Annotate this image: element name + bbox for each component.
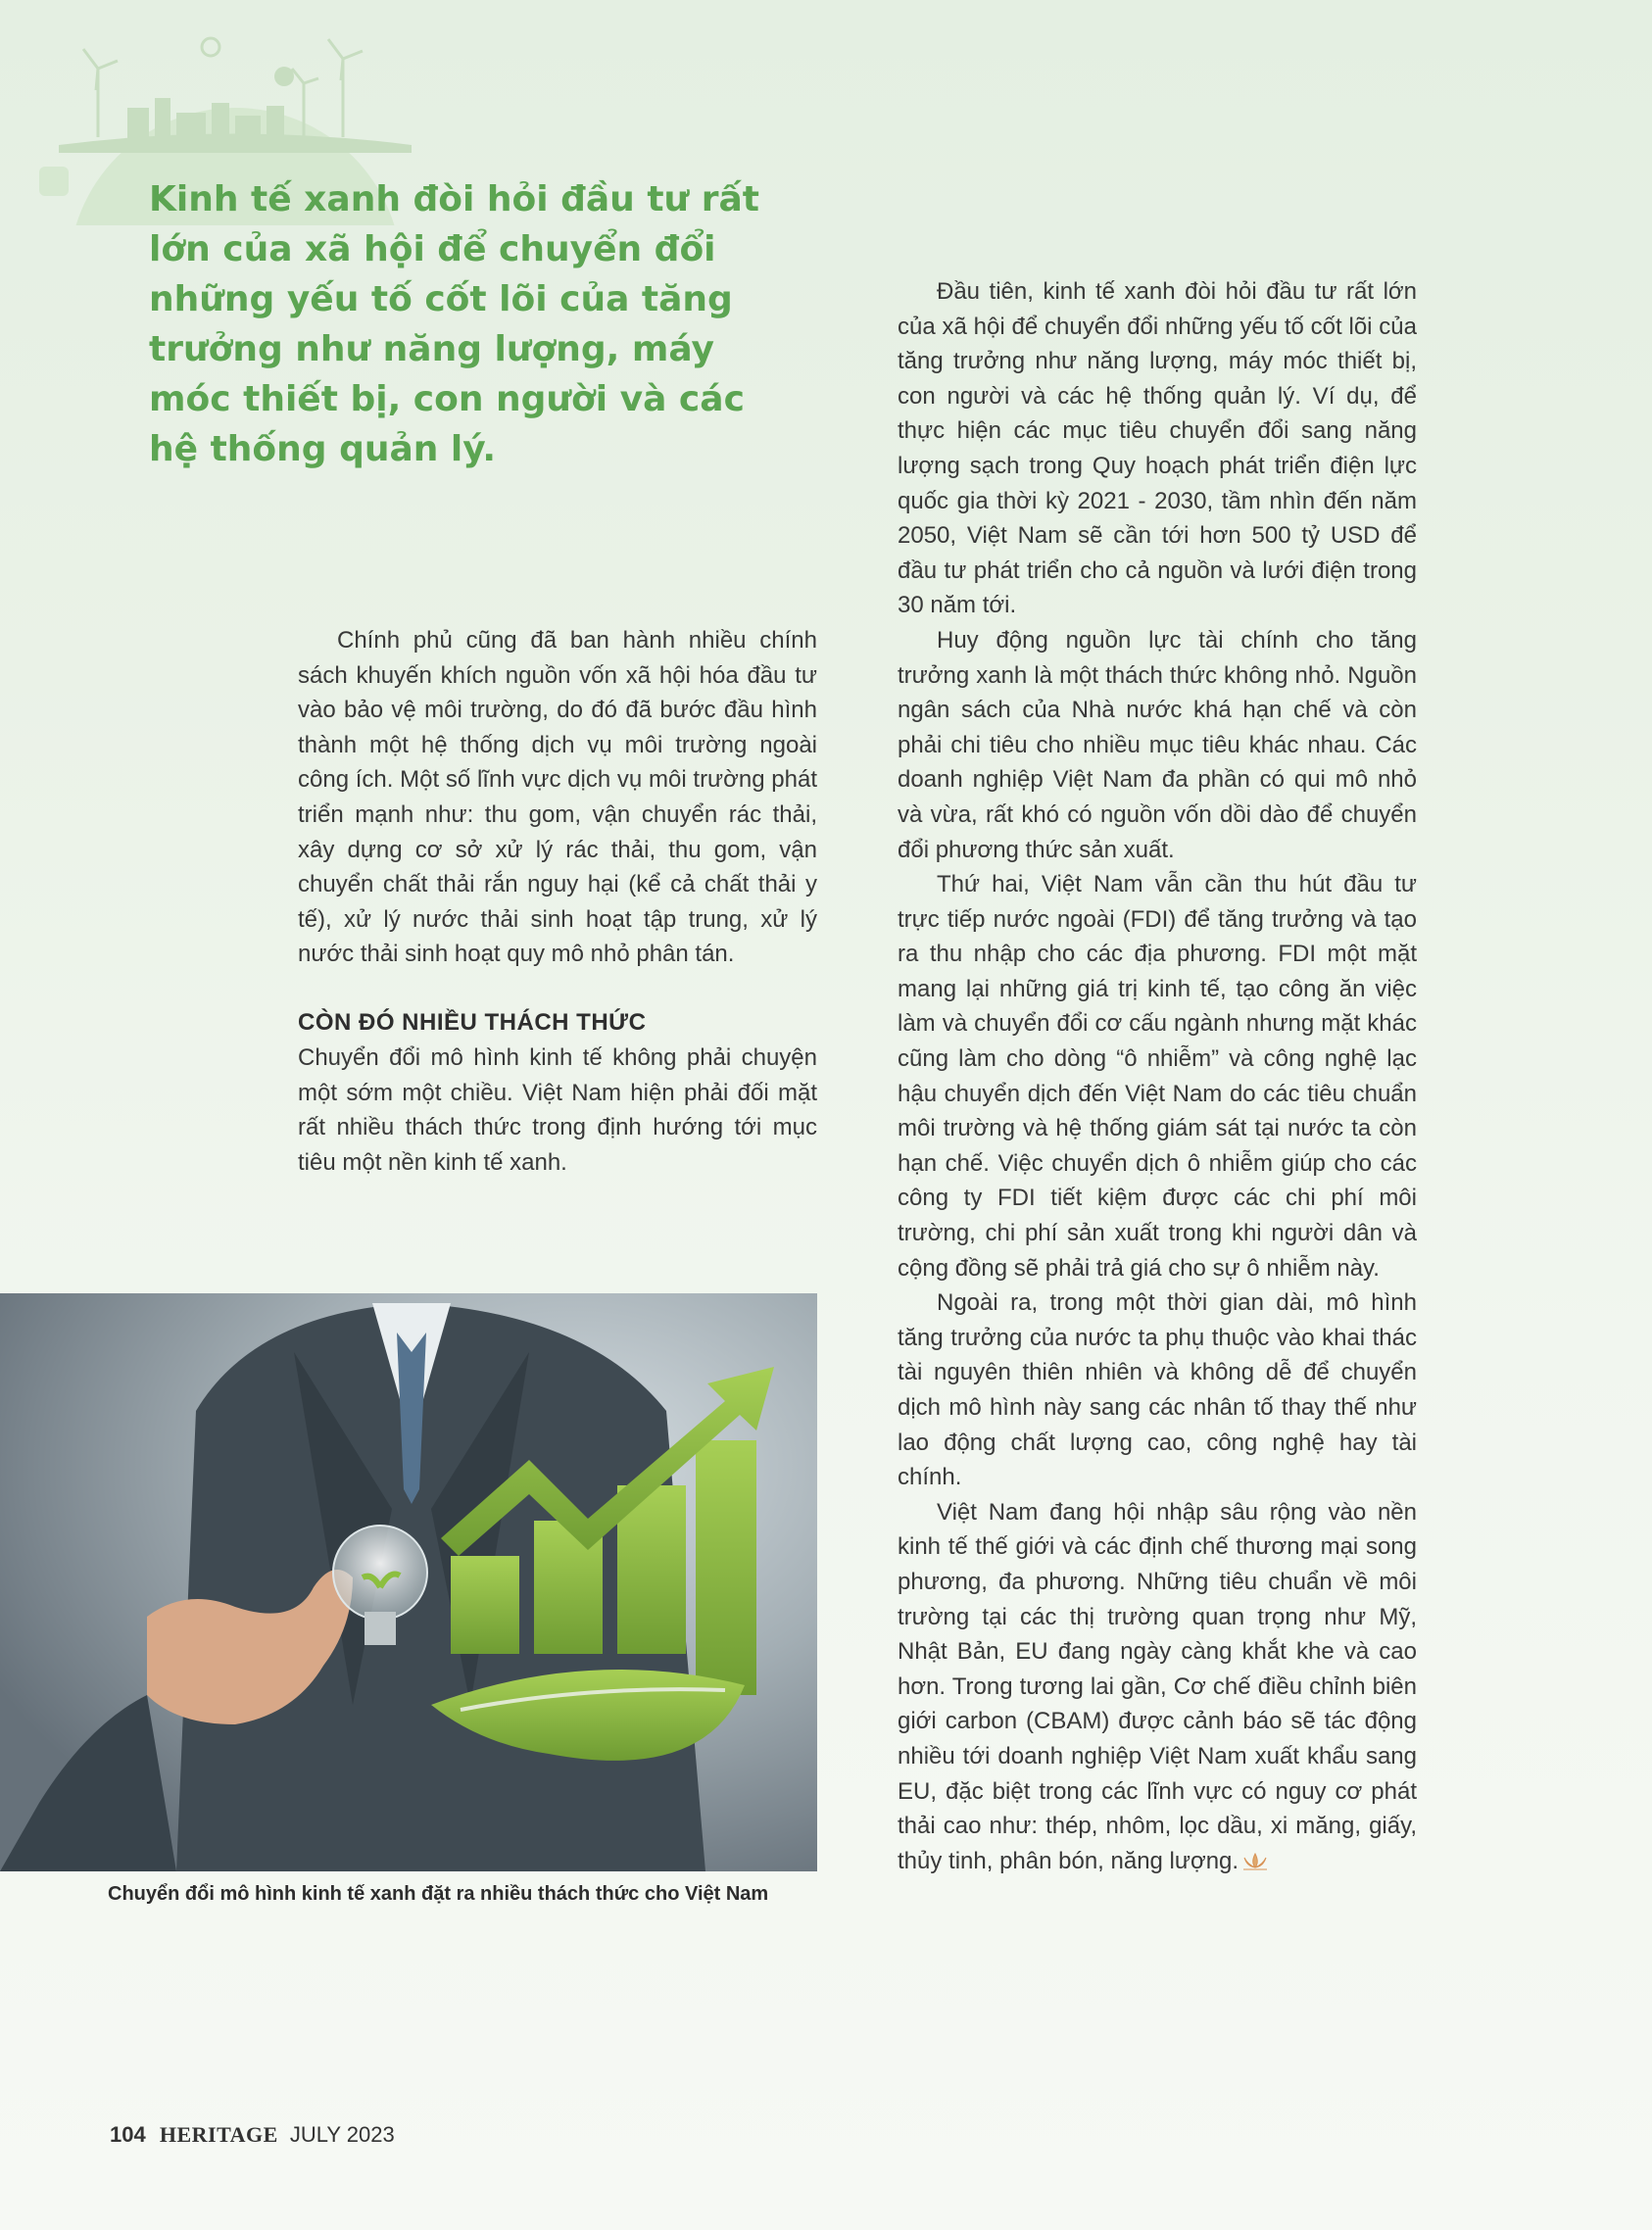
lotus-end-mark-icon [1240, 1852, 1270, 1871]
section-heading: CÒN ĐÓ NHIỀU THÁCH THỨC [298, 1008, 647, 1036]
paragraph: Thứ hai, Việt Nam vẫn cần thu hút đầu tư trực tiếp nước ngoài (FDI) để tăng trưởng và tạo ra thu nhập cho các địa phương. FDI một mặt mang lại những giá trị kinh tế, tạo công ăn việc làm và chuyển đổi cơ cấu ngành nhưng mặt khác cũng làm cho dòng “ô nhiễm” và công nghệ lạc hậu chuyển dịch đến Việt Nam do các tiêu chuẩn môi trường và hệ thống giám sát tại nước ta còn hạn chế. Việc chuyển dịch ô nhiễm giúp cho các công ty FDI tiết kiệm được các chi phí môi trường, chi phí sản xuất trong khi người dân và cộng đồng sẽ phải trả giá cho sự ô nhiễm này. [898, 871, 1417, 1282]
paragraph-text: Việt Nam đang hội nhập sâu rộng vào nền kinh tế thế giới và các định chế thương mại song phương, đa phương. Những tiêu chuẩn về môi trường tại các thị trường quan trọng như Mỹ, Nhật Bản, EU đang ngày càng khắt khe và cao hơn. Trong tương lai gần, Cơ chế điều chỉnh biên giới carbon (CBAM) được cảnh báo sẽ tác động nhiều tới doanh nghiệp Việt Nam xuất khẩu sang EU, đặc biệt trong các lĩnh vực có nguy cơ phát thải cao như: thép, nhôm, lọc dầu, xi măng, giấy, thủy tinh, phân bón, năng lượng. [898, 1498, 1417, 1874]
paragraph: Đầu tiên, kinh tế xanh đòi hỏi đầu tư rất lớn của xã hội để chuyển đổi những yếu tố cốt lõi của tăng trưởng như năng lượng, máy móc thiết bị, con người và các hệ thống quản lý. Ví dụ, để thực hiện các mục tiêu chuyển đổi sang năng lượng sạch trong Quy hoạch phát triển điện lực quốc gia thời kỳ 2021 - 2030, tầm nhìn đến năm 2050, Việt Nam sẽ cần tới hơn 500 tỷ USD để đầu tư phát triển cho cả nguồn và lưới điện trong 30 năm tới. [898, 278, 1417, 619]
paragraph [898, 1495, 1417, 1879]
right-column [898, 274, 1417, 1878]
article-photo [0, 1293, 817, 1871]
left-column [298, 623, 817, 1180]
page-number: 104 [110, 2122, 146, 2147]
paragraph: Ngoài ra, trong một thời gian dài, mô hình tăng trưởng của nước ta phụ thuộc vào khai thác tài nguyên thiên nhiên và không dễ để chuyển dịch mô hình này sang các nhân tố thay thế như lao động chất lượng cao, công nghệ hay tài chính. [898, 1289, 1417, 1491]
paragraph: Chính phủ cũng đã ban hành nhiều chính sách khuyến khích nguồn vốn xã hội hóa đầu tư vào bảo vệ môi trường, do đó đã bước đầu hình thành một hệ thống dịch vụ môi trường ngoài công ích. Một số lĩnh vực dịch vụ môi trường phát triển mạnh như: thu gom, vận chuyển rác thải, xây dựng cơ sở xử lý rác thải, thu gom, vận chuyển chất thải rắn nguy hại (kể cả chất thải y tế), xử lý nước thải sinh hoạt tập trung, xử lý nước thải sinh hoạt quy mô nhỏ phân tán. [298, 627, 817, 968]
magazine-name: HERITAGE [159, 2122, 278, 2147]
issue-date: JULY 2023 [289, 2122, 395, 2147]
image-caption: Chuyển đổi mô hình kinh tế xanh đặt ra nhiều thách thức cho Việt Nam [108, 1883, 769, 1905]
pull-quote: Kinh tế xanh đòi hỏi đầu tư rất lớn của xã hội để chuyển đổi những yếu tố cốt lõi của tăng trưởng như năng lượng, máy móc thiết bị, con người và các hệ thống quản lý. [149, 179, 759, 469]
page-footer [110, 2122, 395, 2148]
paragraph: Chuyển đổi mô hình kinh tế không phải chuyện một sớm một chiều. Việt Nam hiện phải đối mặt rất nhiều thách thức trong định hướng tới mục tiêu một nền kinh tế xanh. [298, 1043, 817, 1176]
paragraph: Huy động nguồn lực tài chính cho tăng trưởng xanh là một thách thức không nhỏ. Nguồn ngân sách của Nhà nước khá hạn chế và còn phải chi tiêu cho nhiều mục tiêu khác nhau. Các doanh nghiệp Việt Nam đa phần có qui mô nhỏ và vừa, rất khó có nguồn vốn dồi dào để chuyển đổi phương thức sản xuất. [898, 626, 1417, 863]
